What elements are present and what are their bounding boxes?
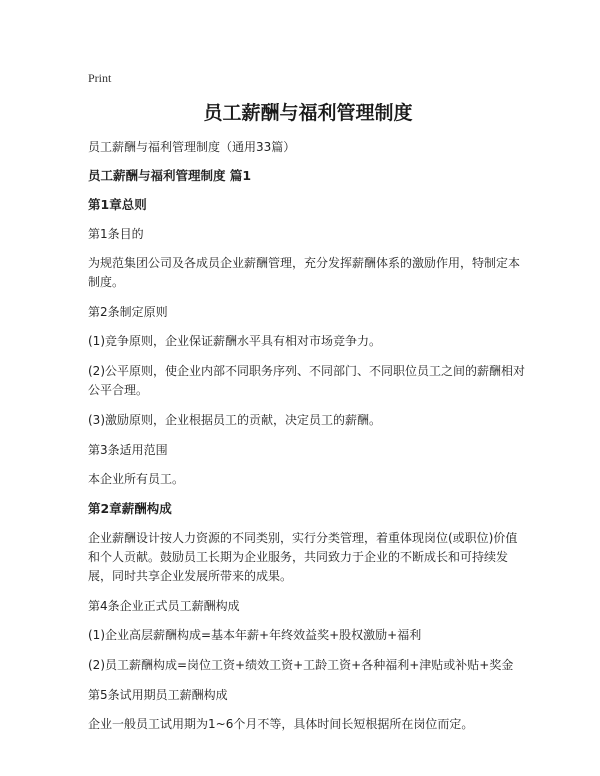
composition-2: (2)员工薪酬构成=岗位工资+绩效工资+工龄工资+各种福利+津贴或补贴+奖金: [88, 658, 514, 672]
article-3-heading: 第3条适用范围: [88, 443, 168, 457]
print-link[interactable]: Print: [88, 71, 112, 85]
article-1-text: 为规范集团公司及各成员企业薪酬管理，充分发挥薪酬体系的激励作用，特制定本制度。: [88, 256, 521, 289]
chapter-2-heading: 第2章薪酬构成: [88, 501, 172, 516]
document-subtitle: 员工薪酬与福利管理制度（通用33篇）: [88, 140, 296, 154]
composition-1: (1)企业高层薪酬构成=基本年薪+年终效益奖+股权激励+福利: [88, 628, 422, 642]
chapter-1-heading: 第1章总则: [88, 197, 147, 212]
chapter-2-text: 企业薪酬设计按人力资源的不同类别，实行分类管理，着重体现岗位(或职位)价值和个人贡献。鼓励员工长期为企业服务，共同致力于企业的不断成长和可持续发展，同时共享企业发展所带来的成果。: [88, 531, 518, 583]
article-2-heading: 第2条制定原则: [88, 305, 168, 319]
principle-2: (2)公平原则，使企业内部不同职务序列、不同部门、不同职位员工之间的薪酬相对公平合理。: [88, 364, 526, 397]
article-5-heading: 第5条试用期员工薪酬构成: [88, 688, 228, 702]
section-heading: 员工薪酬与福利管理制度 篇1: [88, 168, 252, 183]
article-1-heading: 第1条目的: [88, 227, 144, 241]
article-3-text: 本企业所有员工。: [88, 472, 185, 486]
article-4-heading: 第4条企业正式员工薪酬构成: [88, 599, 240, 613]
principle-1: (1)竞争原则，企业保证薪酬水平具有相对市场竞争力。: [88, 334, 382, 348]
principle-3: (3)激励原则，企业根据员工的贡献，决定员工的薪酬。: [88, 413, 382, 427]
document-title: 员工薪酬与福利管理制度: [203, 102, 413, 124]
article-5-text: 企业一般员工试用期为1~6个月不等，具体时间长短根据所在岗位而定。: [88, 717, 474, 731]
document-page: [88, 70, 528, 745]
